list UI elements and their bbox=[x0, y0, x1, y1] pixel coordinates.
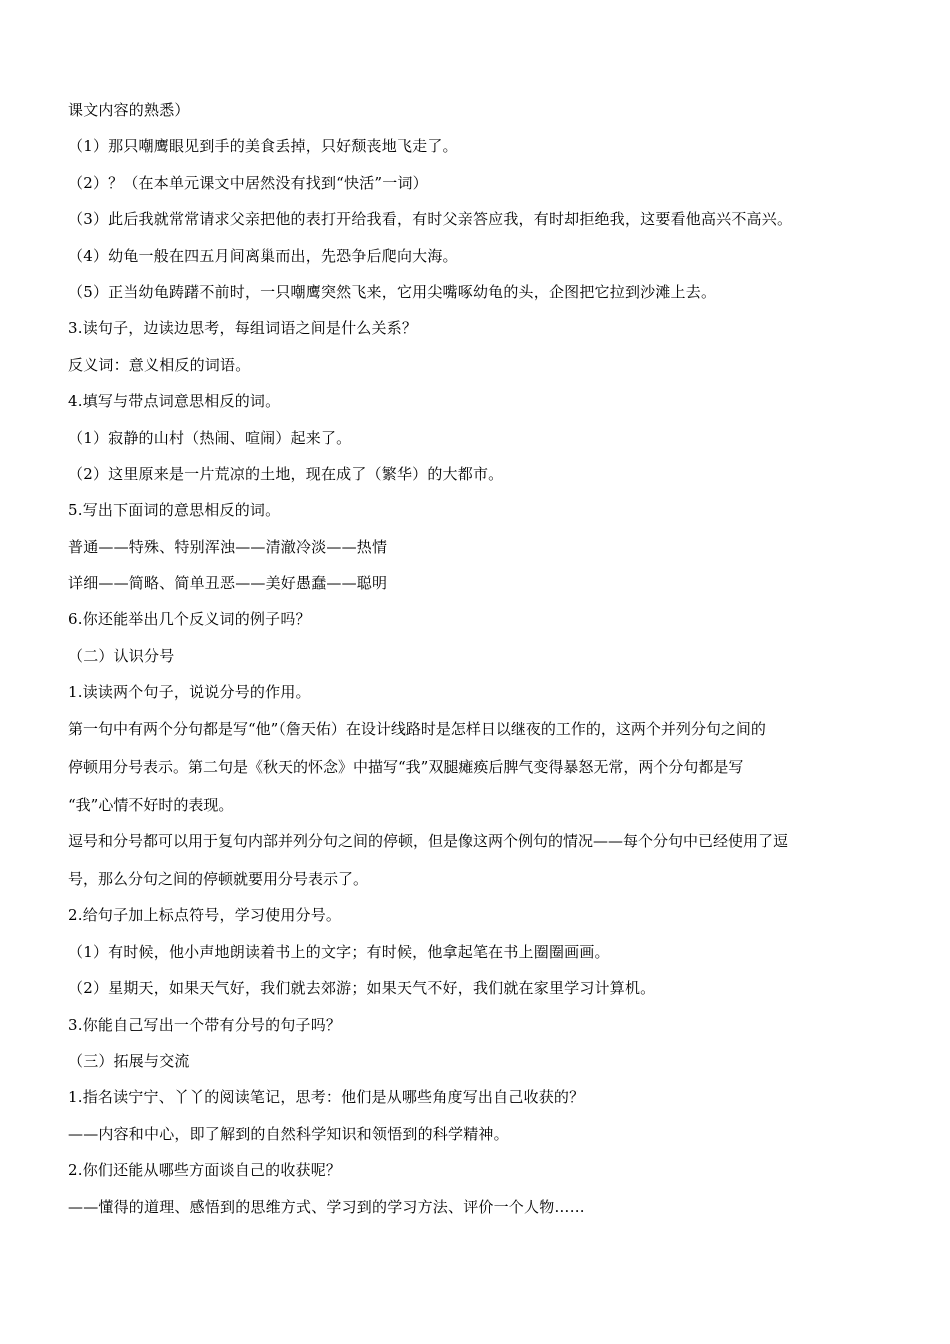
section-heading: （三）拓展与交流 bbox=[68, 1051, 190, 1070]
section-heading: 5.写出下面词的意思相反的词。 bbox=[68, 501, 281, 520]
section-heading: 3.读句子，边读边思考，每组词语之间是什么关系？ bbox=[68, 319, 418, 338]
document-page bbox=[68, 100, 888, 1233]
section-heading: 6.你还能举出几个反义词的例子吗？ bbox=[68, 610, 311, 629]
section-heading: 1.读读两个句子，说说分号的作用。 bbox=[68, 683, 311, 702]
section-heading: 2.你们还能从哪些方面谈自己的收获呢？ bbox=[68, 1161, 342, 1180]
text-line: （4）幼龟一般在四五月间离巢而出，先恐争后爬向大海。 bbox=[68, 246, 458, 265]
text-line: 课文内容的熟悉） bbox=[68, 101, 190, 119]
section-heading: 3.你能自己写出一个带有分号的句子吗？ bbox=[68, 1015, 342, 1034]
paragraph-line: 逗号和分号都可以用于复句内部并列分句之间的停顿，但是像这两个例句的情况——每个分句中已经使用了逗 bbox=[68, 832, 789, 851]
section-heading: （二）认识分号 bbox=[68, 646, 175, 665]
text-line: ——懂得的道理、感悟到的思维方式、学习到的学习方法、评价一个人物…… bbox=[68, 1197, 585, 1216]
text-line: （2）星期天，如果天气好，我们就去郊游；如果天气不好，我们就在家里学习计算机。 bbox=[68, 979, 656, 998]
section-heading: 4.填写与带点词意思相反的词。 bbox=[68, 392, 281, 411]
text-line: 普通——特殊、特别浑浊——清澈冷淡——热情 bbox=[68, 537, 388, 556]
paragraph-line: “我”心情不好时的表现。 bbox=[68, 795, 234, 814]
text-line: （1）寂静的山村（热闹、喧闹）起来了。 bbox=[68, 428, 352, 447]
paragraph bbox=[68, 719, 888, 815]
section-heading: 1.指名读宁宁、丫丫的阅读笔记，思考：他们是从哪些角度写出自己收获的？ bbox=[68, 1088, 585, 1107]
paragraph-line: 停顿用分号表示。第二句是《秋天的怀念》中描写“我”双腿瘫痪后脾气变得暴怒无常，两个分句都是写 bbox=[68, 757, 744, 776]
paragraph-line: 号，那么分句之间的停顿就要用分号表示了。 bbox=[68, 870, 369, 889]
text-line: 详细——简略、简单丑恶——美好愚蠢——聪明 bbox=[68, 574, 388, 593]
paragraph-line: 第一句中有两个分句都是写“他”（詹天佑）在设计线路时是怎样日以继夜的工作的，这两个并列分句之间的 bbox=[68, 719, 766, 738]
text-line: （2）这里原来是一片荒凉的土地，现在成了（繁华）的大都市。 bbox=[68, 464, 504, 483]
text-line: 反义词：意义相反的词语。 bbox=[68, 355, 251, 374]
text-line: ——内容和中心，即了解到的自然科学知识和领悟到的科学精神。 bbox=[68, 1124, 509, 1143]
text-line: （1）有时候，他小声地朗读着书上的文字；有时候，他拿起笔在书上圈圈画画。 bbox=[68, 942, 610, 961]
section-heading: 2.给句子加上标点符号，学习使用分号。 bbox=[68, 906, 342, 925]
text-line: （3）此后我就常常请求父亲把他的表打开给我看，有时父亲答应我，有时却拒绝我，这要看他高兴不高兴。 bbox=[68, 210, 793, 229]
text-line: （5）正当幼龟踌躇不前时，一只嘲鹰突然飞来，它用尖嘴啄幼龟的头，企图把它拉到沙滩上去。 bbox=[68, 282, 717, 301]
text-line: （2）？（在本单元课文中居然没有找到“快活”一词） bbox=[68, 173, 428, 192]
paragraph bbox=[68, 831, 888, 889]
text-line: （1）那只嘲鹰眼见到手的美食丢掉，只好颓丧地飞走了。 bbox=[68, 137, 458, 156]
